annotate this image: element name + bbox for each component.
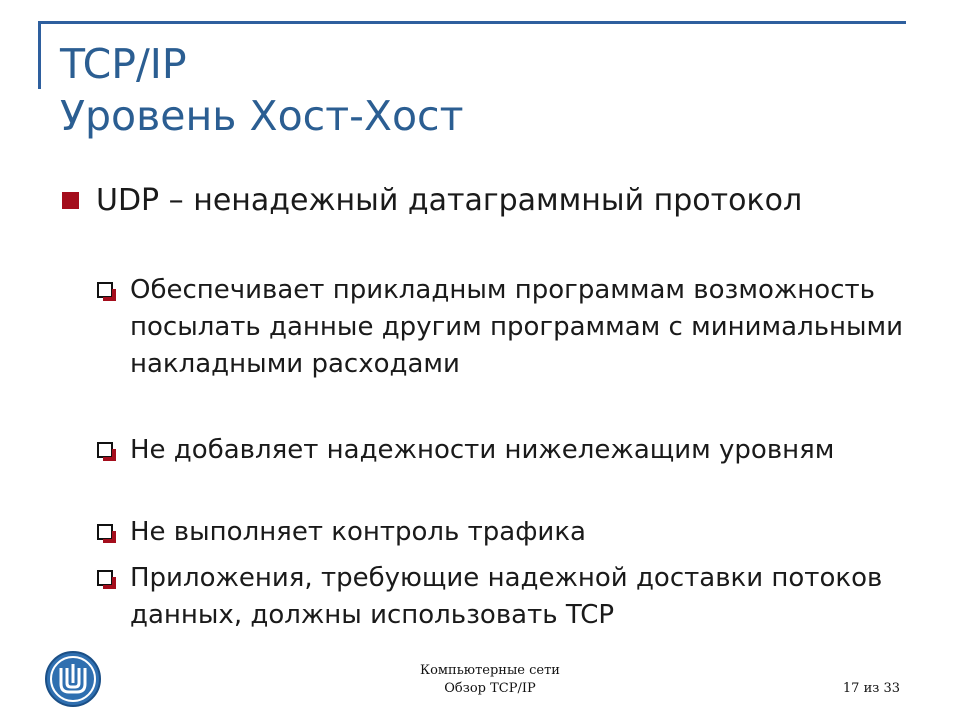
checkbox-bullet-icon bbox=[97, 282, 113, 298]
sub-bullet bbox=[130, 560, 910, 634]
sub-bullet-text: Не добавляет надежности нижележащим уровням bbox=[130, 435, 835, 465]
main-bullet-text: UDP – ненадежный датаграммный протокол bbox=[96, 183, 803, 218]
sub-bullet bbox=[130, 514, 910, 551]
university-logo-icon bbox=[44, 650, 102, 708]
main-bullet bbox=[96, 180, 816, 222]
sub-bullet bbox=[130, 432, 910, 469]
checkbox-bullet-icon bbox=[97, 442, 113, 458]
checkbox-bullet-icon bbox=[97, 524, 113, 540]
footer-topic: Обзор TCP/IP bbox=[444, 681, 536, 696]
sub-bullet-text: Приложения, требующие надежной доставки потоков данных, должны использовать TCP bbox=[130, 563, 883, 630]
slide-title-line1: TCP/IP bbox=[60, 40, 187, 88]
page-number: 17 из 33 bbox=[842, 681, 900, 696]
slide-title-line2: Уровень Хост-Хост bbox=[60, 92, 464, 140]
sub-bullet-text: Не выполняет контроль трафика bbox=[130, 517, 586, 547]
footer-course: Компьютерные сети bbox=[420, 663, 560, 678]
square-bullet-icon bbox=[62, 192, 79, 209]
slide-title bbox=[60, 38, 463, 142]
sub-bullet-text: Обеспечивает прикладным программам возможность посылать данные другим программам с минимальными накладными расходами bbox=[130, 275, 904, 379]
checkbox-bullet-icon bbox=[97, 570, 113, 586]
title-frame-top bbox=[38, 21, 906, 24]
footer bbox=[340, 662, 640, 698]
title-frame-left bbox=[38, 21, 41, 89]
sub-bullet bbox=[130, 272, 910, 383]
